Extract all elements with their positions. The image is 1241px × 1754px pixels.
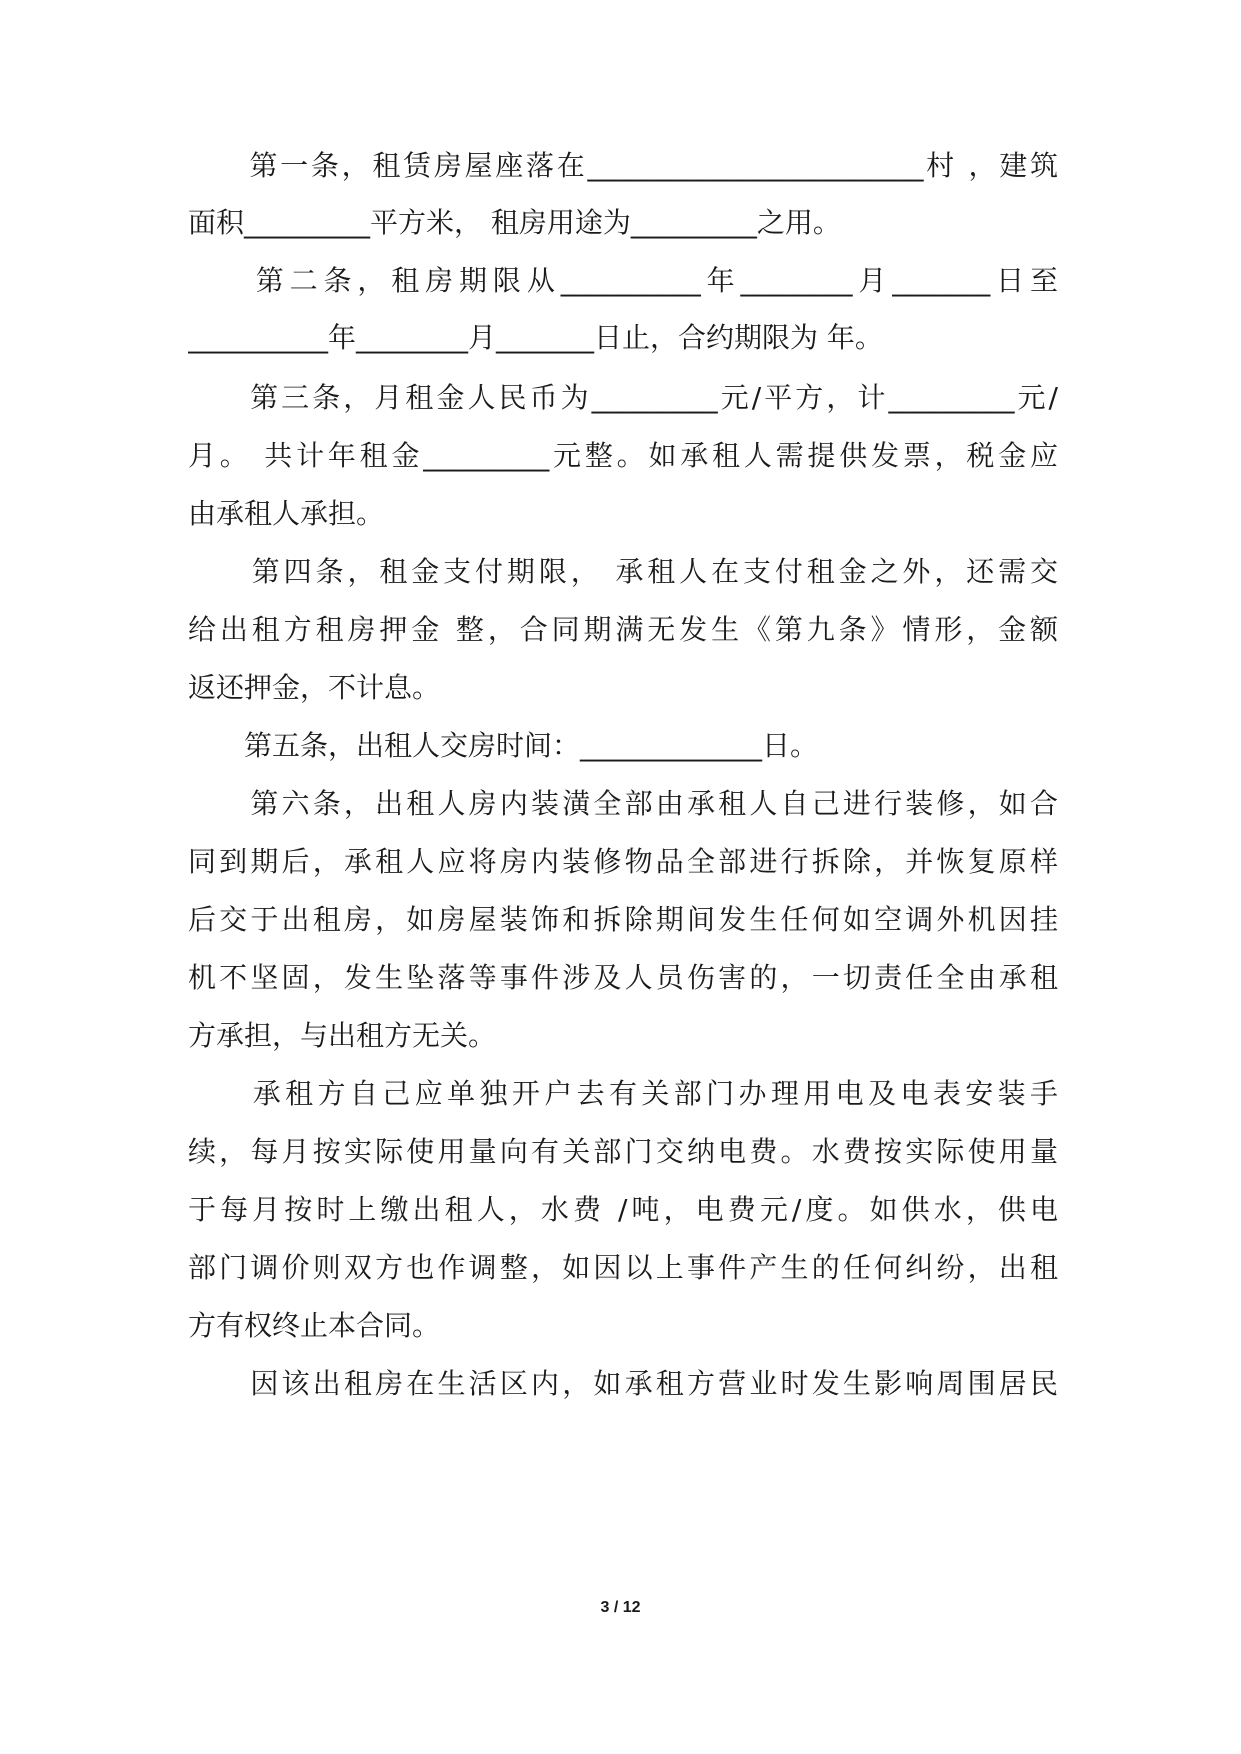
- article-2-line-1: 第二条，租房期限从__________年________月_______日至: [188, 264, 1058, 297]
- article-1-line-1: 第一条，租赁房屋座落在________________________村 ，建筑: [188, 149, 1058, 182]
- article-5-line-1: 第五条，出租人交房时间：_____________日。: [188, 729, 819, 762]
- article-3-line-3: 由承租人承担。: [188, 497, 385, 530]
- utilities-line-2: 续，每月按实际使用量向有关部门交纳电费。水费按实际使用量: [188, 1135, 1058, 1168]
- article-6-line-2: 同到期后，承租人应将房内装修物品全部进行拆除，并恢复原样: [188, 845, 1058, 878]
- article-6-line-4: 机不坚固，发生坠落等事件涉及人员伤害的，一切责任全由承租: [188, 961, 1058, 994]
- utilities-line-4: 部门调价则双方也作调整，如因以上事件产生的任何纠纷，出租: [188, 1251, 1058, 1284]
- article-6-line-1: 第六条，出租人房内装潢全部由承租人自己进行装修，如合: [188, 787, 1058, 820]
- article-1-line-2: 面积_________平方米， 租房用途为_________之用。: [188, 206, 841, 239]
- article-2-line-2: __________年________月_______日止，合约期限为 年。: [188, 321, 883, 354]
- utilities-line-3: 于每月按时上缴出租人，水费 /吨，电费元/度。如供水，供电: [188, 1193, 1058, 1226]
- article-6-line-3: 后交于出租房，如房屋装饰和拆除期间发生任何如空调外机因挂: [188, 903, 1058, 936]
- article-4-line-1: 第四条，租金支付期限， 承租人在支付租金之外，还需交: [188, 555, 1058, 588]
- utilities-line-1: 承租方自己应单独开户去有关部门办理用电及电表安装手: [188, 1077, 1058, 1110]
- article-3-line-1: 第三条，月租金人民币为_________元/平方，计_________元/: [188, 381, 1058, 414]
- residential-area-line-1: 因该出租房在生活区内，如承租方营业时发生影响周围居民: [188, 1367, 1058, 1400]
- article-3-line-2: 月。 共计年租金_________元整。如承租人需提供发票，税金应: [188, 439, 1058, 472]
- article-4-line-2: 给出租方租房押金 整，合同期满无发生《第九条》情形，金额: [188, 613, 1058, 646]
- article-6-line-5: 方承担，与出租方无关。: [188, 1019, 497, 1052]
- page-number: 3 / 12: [600, 1599, 641, 1616]
- utilities-line-5: 方有权终止本合同。: [188, 1309, 441, 1342]
- article-4-line-3: 返还押金，不计息。: [188, 671, 441, 704]
